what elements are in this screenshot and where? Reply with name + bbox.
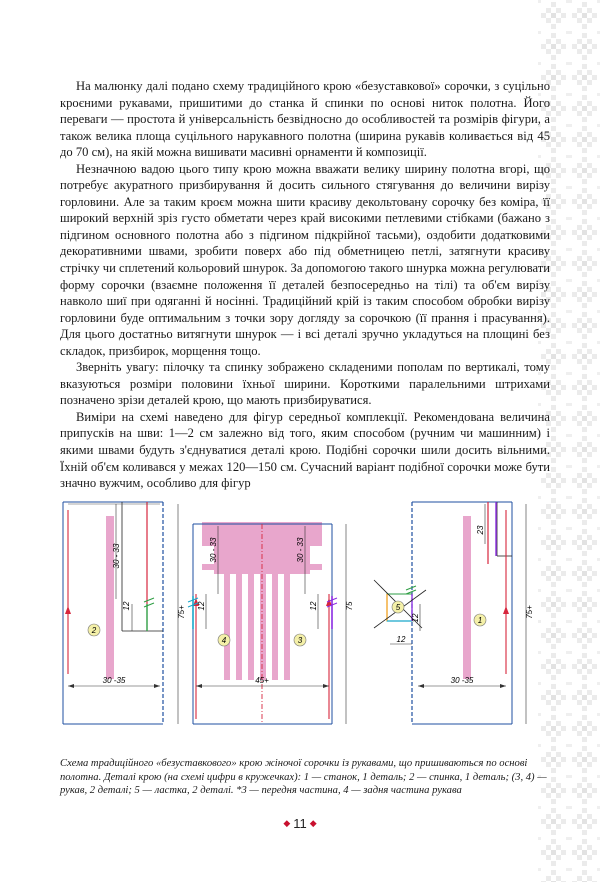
dim-left-width: 30 -35 xyxy=(102,676,126,685)
body-text xyxy=(60,78,550,492)
diamond-icon: ◆ xyxy=(309,818,317,828)
dim-gusset: 12 xyxy=(396,635,406,644)
page-number-value: 11 xyxy=(293,816,307,831)
dim-right-height: 75+ xyxy=(525,605,534,619)
paragraph-3: Зверніть увагу: пілочку та спинку зображено складеними пополам по вертикалі, тому вказуються розміри половини їхньої ширини. Короткими паралельними штрихами позначено зрізи деталей крою, що мають призбируватися. xyxy=(60,360,550,408)
part-label-3: 3 xyxy=(297,636,303,645)
paragraph-4: Виміри на схемі наведено для фігур середньої комплекції. Рекомендована величина припусків на шви: 1—2 см залежно від того, яким способом (ручним чи машинним) і якими швами будуть з'єднуватися деталі крою. Подібні сорочки шили досить вільними. Їхній об'єм коливався у межах 120—150 см. Сучасний варіант подібної сорочки може бути значно вужчим, особливо для фігур xyxy=(60,409,550,491)
dim-left-top: 30 - 33 xyxy=(112,543,121,569)
dim-mid-height: 75 xyxy=(345,601,354,611)
back-panel xyxy=(63,502,186,724)
dim-right-top: 23 xyxy=(476,525,485,535)
dim-left-mid: 12 xyxy=(122,601,131,611)
paragraph-1: На малюнку далі подано схему традиційного крою «безуставкової» сорочки, з суцільно кроєними рукавами, пришитими до станка й спинки по основі ниток полотна. Його переваги — простота й універсальність безвідносно до особливостей та розмірів фігури, а також велика площа суцільного нарукавного полотна (ширина рукавів коливається від 45 до 70 см), на якій можна вишивати масивні орнаменти й композиції. xyxy=(60,79,550,160)
part-label-1: 1 xyxy=(477,616,483,625)
front-panel xyxy=(374,502,534,724)
dim-right-width: 30 -35 xyxy=(450,676,474,685)
dim-right-mid: 12 xyxy=(411,613,420,623)
dim-mid-right: 12 xyxy=(309,601,318,611)
part-label-4: 4 xyxy=(221,636,227,645)
dim-left-height: 75+ xyxy=(177,605,186,619)
dim-mid-width: 45+ xyxy=(255,676,269,685)
sleeve-panel xyxy=(188,522,354,724)
cut-pattern-diagram xyxy=(60,494,550,749)
paragraph-2: Незначною вадою цього типу крою можна вважати велику ширину полотна вгорі, що потребує акуратного призбирування й досить сильного стягування до величини вирізу горловини. Але за таким кроєм можна шити красиву декольтовану сорочку без коміра, її широкий верхній зріз густо обметати через край високими петлевими стібками (бажано з підгином основного полотна або з підгином підкрійної тасьми), оздобити додатковими декоративними швами, зробити поверх або під обметницею петлі, затягнути красиву стрічку чи сплетений кольоровий шнурок. За допомогою такого шнурка можна регулювати форму сорочки (взаємне положення її деталей безпосередньо на тілі) та об'єм вирізу навколо шиї при одяганні й носінні. Традиційний крій із таким способом обробки вирізу горловини буде оптимальним з точки зору догляду за сорочкою (її прання і прасування). Для цього достатньо витягнути шнурок — і всі деталі зручно укладуться на площині без складок, призбирок, морщення тощо. xyxy=(60,161,550,358)
caption-text: Схема традиційного «безуставкового» крою жіночої сорочки із рукавами, що пришиваються по основі полотна. Деталі крою (на схемі цифри в кружечках): 1 — станок, 1 деталь; 2 — спинка, 1 деталь; (3, 4) — рукав, 2 деталі; 5 — ластка, 2 деталі. *3 — передня частина, 4 — задня частина рукава xyxy=(60,758,547,797)
part-label-5: 5 xyxy=(395,603,401,612)
dim-mid-top-right: 30 - 33 xyxy=(296,537,305,563)
dim-mid-top-left: 30 - 33 xyxy=(209,537,218,563)
diamond-icon: ◆ xyxy=(283,818,291,828)
figure-caption xyxy=(60,757,554,798)
part-label-2: 2 xyxy=(91,626,97,635)
dim-mid-left: 12 xyxy=(197,601,206,611)
page-number xyxy=(0,816,600,831)
